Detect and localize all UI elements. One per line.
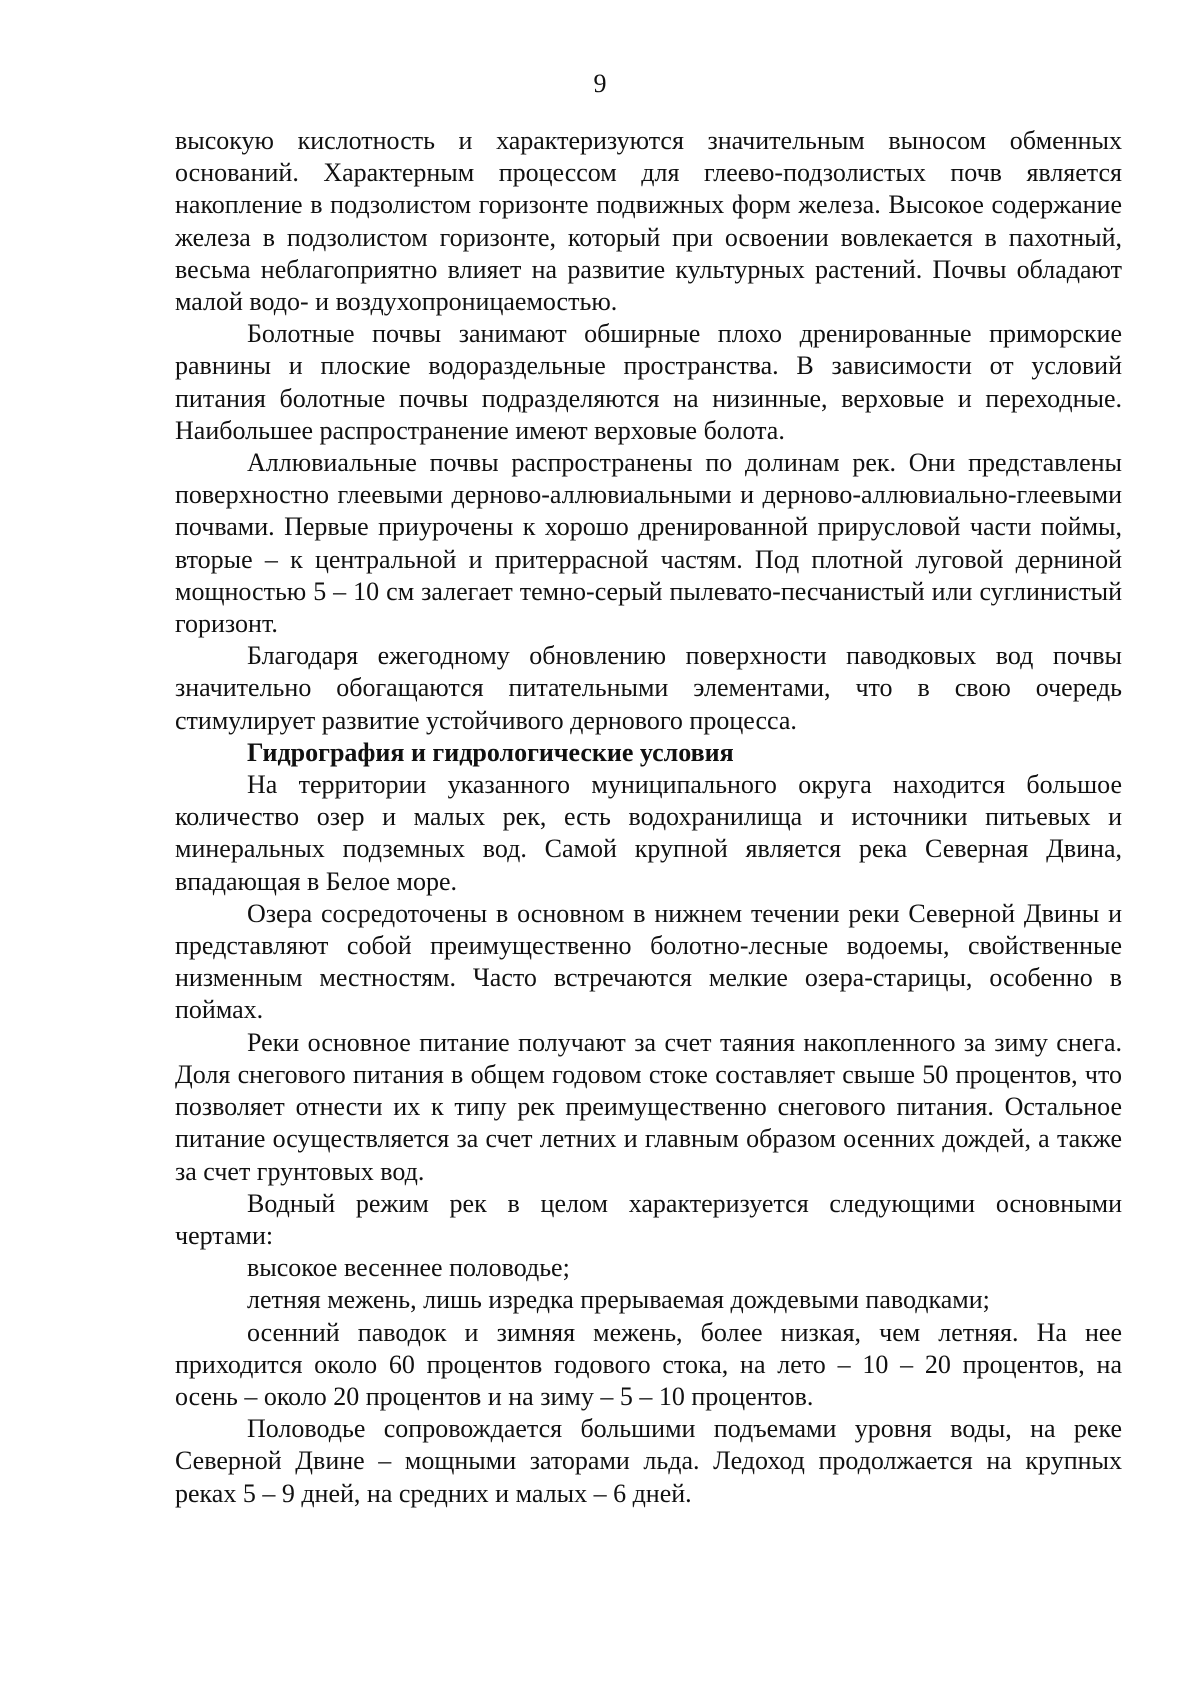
paragraph-lakes-location: Озера сосредоточены в основном в нижнем течении реки Северной Двины и представляют собой преимущественно болотно-лесные водоемы, свойственные низменным местностям. Часто встречаются мелкие озера-старицы, особенно в поймах. xyxy=(175,898,1122,1025)
list-item-autumn-winter: осенний паводок и зимняя межень, более низкая, чем летняя. На нее приходится около 60 процентов годового стока, на лето – 10 – 20 процентов, на осень – около 20 процентов и на зиму – 5 – 10 процентов. xyxy=(175,1317,1122,1411)
paragraph-flood-ice: Половодье сопровождается большими подъемами уровня воды, на реке Северной Двине – мощными заторами льда. Ледоход продолжается на крупных реках 5 – 9 дней, на средних и малых – 6 дней. xyxy=(175,1414,1122,1508)
paragraph-soil-acidity: высокую кислотность и характеризуются значительным выносом обменных оснований. Характерным процессом для глеево-подзолистых почв является накопление в подзолистом горизонте подвижных форм железа. Высокое содержание железа в подзолистом горизонте, который при освоении вовлекается в пахотный, весьма неблагоприятно влияет на развитие культурных растений. Почвы обладают малой водо- и воздухопроницаемостью. xyxy=(175,126,1122,317)
list-item-spring-flood: высокое весеннее половодье; xyxy=(247,1253,570,1283)
paragraph-water-regime-intro: Водный режим рек в целом характеризуется следующими основными чертами: xyxy=(175,1188,1122,1250)
paragraph-river-feeding: Реки основное питание получают за счет таяния накопленного за зиму снега. Доля снегового питания в общем годовом стоке составляет свыше 50 процентов, что позволяет отнести их к типу рек преимущественно снегового питания. Остальное питание осуществляется за счет летних и главным образом осенних дождей, а также за счет грунтовых вод. xyxy=(175,1027,1122,1186)
paragraph-lakes-rivers: На территории указанного муниципального округа находится большое количество озер и малых рек, есть водохранилища и источники питьевых и минеральных подземных вод. Самой крупной является река Северная Двина, впадающая в Белое море. xyxy=(175,770,1122,896)
section-heading-hydrography: Гидрография и гидрологические условия xyxy=(247,737,734,767)
paragraph-flood-renewal: Благодаря ежегодному обновлению поверхности паводковых вод почвы значительно обогащаются питательными элементами, что в свою очередь стимулирует развитие устойчивого дернового процесса. xyxy=(175,641,1122,735)
list-item-summer-low-water: летняя межень, лишь изредка прерываемая дождевыми паводками; xyxy=(247,1285,990,1315)
paragraph-bog-soils: Болотные почвы занимают обширные плохо дренированные приморские равнины и плоские водораздельные пространства. В зависимости от условий питания болотные почвы подразделяются на низинные, верховые и переходные. Наибольшее распространение имеют верховые болота. xyxy=(175,319,1122,445)
page-number: 9 xyxy=(593,69,607,98)
paragraph-alluvial-soils: Аллювиальные почвы распространены по долинам рек. Они представлены поверхностно глеевыми дерново-аллювиальными и дерново-аллювиально-глеевыми почвами. Первые приурочены к хорошо дренированной прирусловой части поймы, вторые – к центральной и притеррасной частям. Под плотной луговой дерниной мощностью 5 – 10 см залегает темно-серый пылевато-песчанистый или суглинистый горизонт. xyxy=(175,448,1122,639)
document-body xyxy=(175,125,1122,1510)
